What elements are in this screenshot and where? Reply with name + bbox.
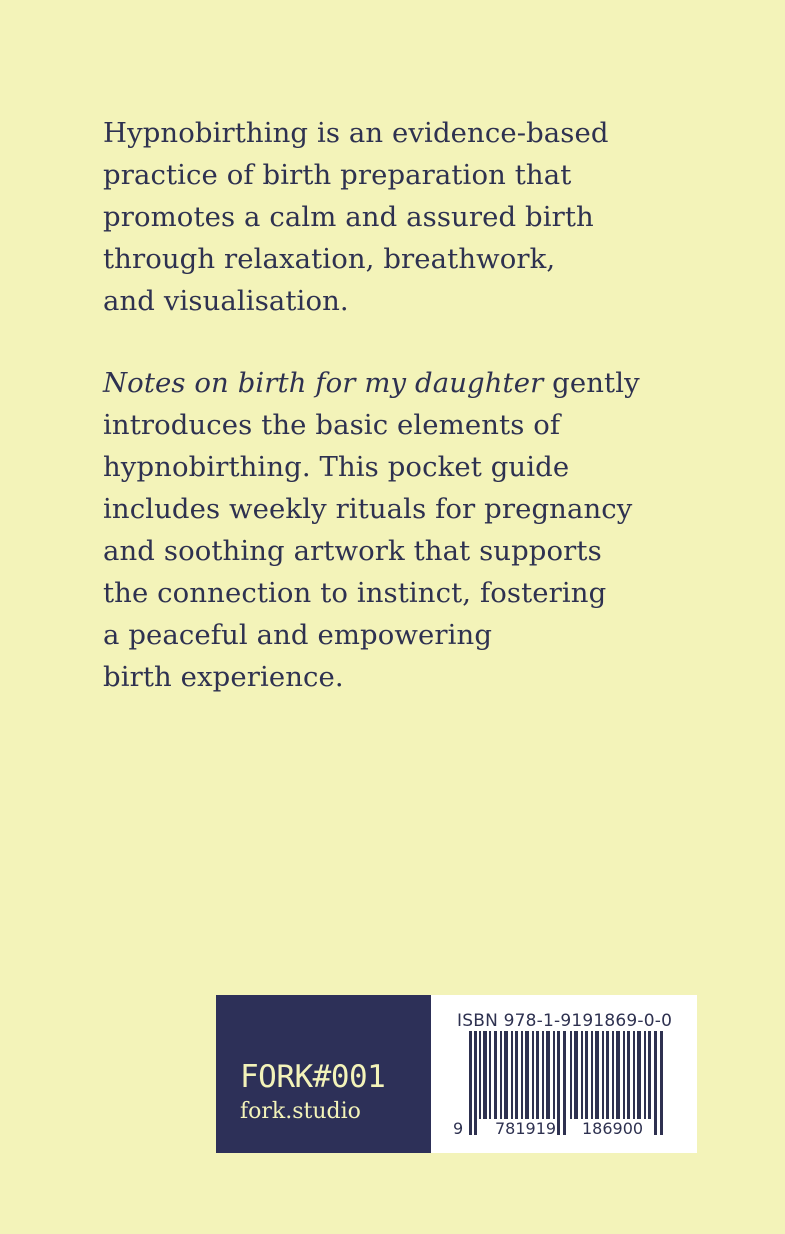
description-line: introduces the basic elements of — [103, 409, 561, 441]
publisher-website: fork.studio — [240, 1099, 361, 1124]
barcode-left-digits: 781919 — [495, 1119, 557, 1138]
book-description — [103, 112, 723, 738]
description-line-rest: gently — [543, 367, 640, 399]
description-line: hypnobirthing. This pocket guide — [103, 451, 570, 483]
description-line: includes weekly rituals for pregnancy — [103, 493, 633, 525]
description-paragraph-2 — [103, 362, 723, 698]
description-paragraph-1 — [103, 112, 723, 322]
series-number: FORK#001 — [240, 1059, 386, 1095]
barcode-panel — [431, 995, 697, 1153]
isbn-text: ISBN 978-1-9191869-0-0 — [457, 1011, 673, 1031]
description-line: a peaceful and empowering — [103, 619, 493, 651]
description-line: promotes a calm and assured birth — [103, 201, 594, 233]
barcode-lead-digit: 9 — [453, 1119, 464, 1138]
book-title-italic: Notes on birth for my daughter — [103, 367, 544, 399]
description-line-with-title — [103, 362, 723, 404]
description-line: practice of birth preparation that — [103, 159, 572, 191]
publisher-panel — [216, 995, 431, 1153]
description-line: and soothing artwork that supports — [103, 535, 602, 567]
description-line: and visualisation. — [103, 285, 349, 317]
description-line: the connection to instinct, fostering — [103, 577, 607, 609]
description-line: through relaxation, breathwork, — [103, 243, 556, 275]
description-line: birth experience. — [103, 661, 344, 693]
description-line: Hypnobirthing is an evidence-based — [103, 117, 609, 149]
barcode-right-digits: 186900 — [582, 1119, 644, 1138]
